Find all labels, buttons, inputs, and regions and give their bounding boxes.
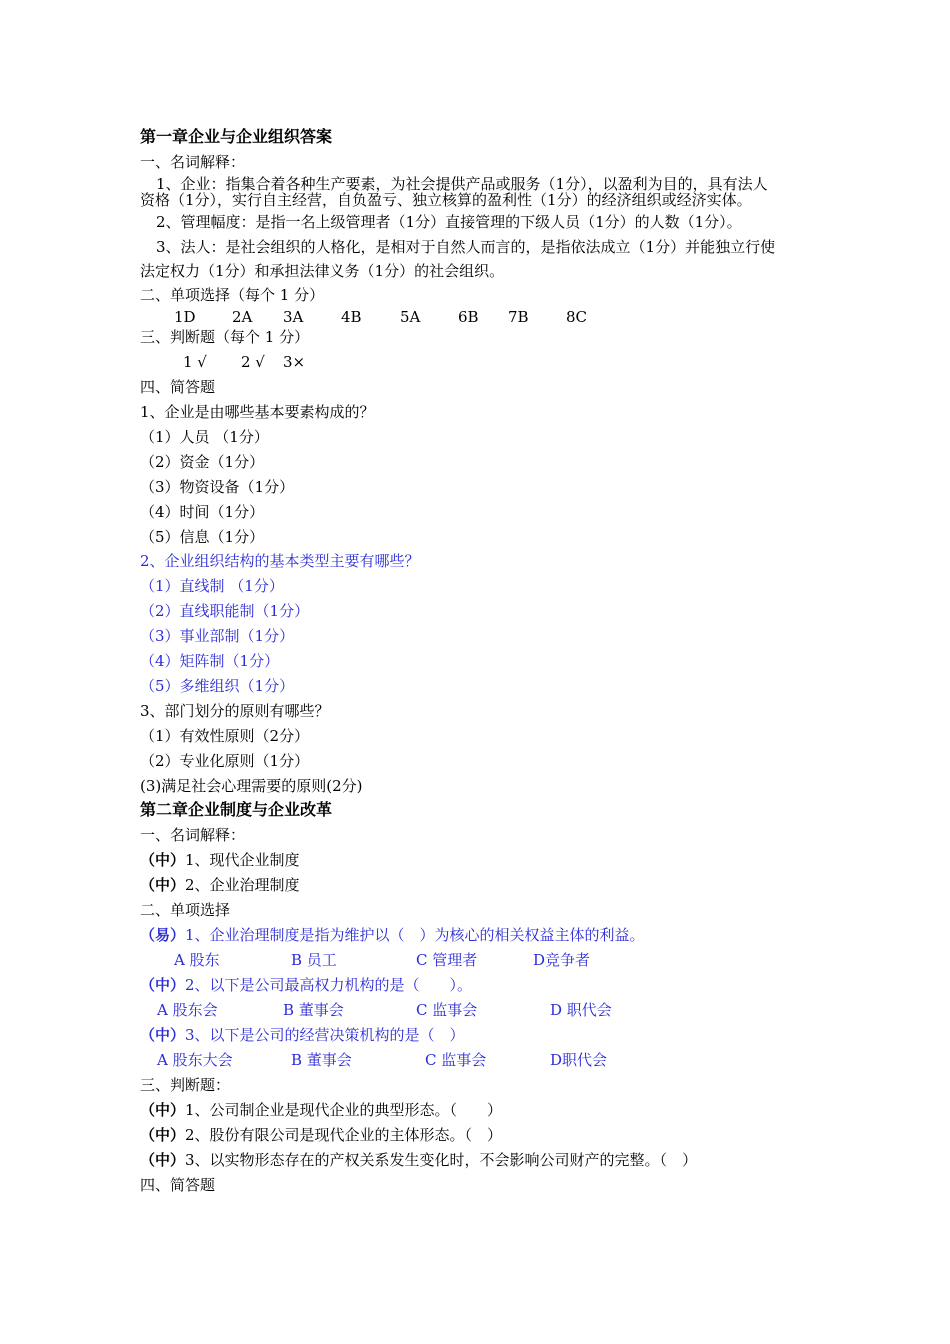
ch2-section3-heading: 三、判断题： — [140, 1076, 231, 1094]
difficulty-tag: （中） — [140, 876, 186, 894]
option: A 股东 — [174, 951, 220, 969]
ch2-mc-question — [140, 925, 645, 945]
mc-answer: 2A — [232, 308, 253, 326]
difficulty-tag: （中） — [140, 851, 186, 869]
ch1-section2-heading: 二、单项选择（每个 1 分） — [140, 286, 325, 304]
difficulty-tag: （易） — [140, 926, 186, 944]
option: A 股东大会 — [157, 1051, 233, 1069]
ch2-section4-heading: 四、简答题 — [140, 1176, 216, 1194]
ch2-section1-heading: 一、名词解释： — [140, 826, 246, 844]
ch2-tf-question — [140, 1100, 502, 1120]
ch1-term3-line1: 3、法人：是社会组织的人格化，是相对于自然人而言的，是指依法成立（1分）并能独立行使 — [156, 238, 776, 256]
option: D竞争者 — [533, 951, 591, 969]
option: C 监事会 — [416, 1001, 478, 1019]
q2-item: （2）直线职能制（1分） — [140, 602, 310, 620]
ch2-section2-heading: 二、单项选择 — [140, 901, 231, 919]
q1-item: （5）信息（1分） — [140, 528, 265, 546]
ch1-term1-line1: 1、企业：指集合着各种生产要素，为社会提供产品或服务（1分），以盈利为目的，具有法人 — [156, 175, 768, 193]
ch1-section1-heading: 一、名词解释： — [140, 153, 246, 171]
option: B 董事会 — [283, 1001, 344, 1019]
q2-item: （4）矩阵制（1分） — [140, 652, 280, 670]
q2-item: （5）多维组织（1分） — [140, 677, 295, 695]
ch2-term — [140, 875, 300, 895]
option: D 职代会 — [550, 1001, 612, 1019]
q2-item: （1）直线制 （1分） — [140, 577, 284, 595]
ch1-term1-line2: 资格（1分），实行自主经营，自负盈亏、独立核算的盈利性（1分）的经济组织或经济实体。 — [140, 191, 752, 209]
q3-item: (3)满足社会心理需要的原则(2分) — [140, 777, 363, 795]
tf-answer: 1 √ — [183, 353, 207, 371]
question-text: 1、公司制企业是现代企业的典型形态。（ ） — [185, 1101, 503, 1119]
difficulty-tag: （中） — [140, 976, 186, 994]
option: D职代会 — [550, 1051, 608, 1069]
difficulty-tag: （中） — [140, 1026, 186, 1044]
ch1-q2: 2、企业组织结构的基本类型主要有哪些？ — [140, 552, 420, 570]
q1-item: （1）人员 （1分） — [140, 428, 269, 446]
mc-answer: 4B — [341, 308, 362, 326]
difficulty-tag: （中） — [140, 1101, 186, 1119]
ch2-term — [140, 850, 300, 870]
q1-item: （4）时间（1分） — [140, 503, 265, 521]
ch1-term3-line2: 法定权力（1分）和承担法律义务（1分）的社会组织。 — [140, 262, 505, 280]
question-text: 1、企业治理制度是指为维护以（ ）为核心的相关权益主体的利益。 — [185, 926, 645, 944]
ch2-mc-question — [140, 1025, 465, 1045]
mc-answer: 7B — [508, 308, 529, 326]
ch1-section4-heading: 四、简答题 — [140, 378, 216, 396]
option: A 股东会 — [157, 1001, 218, 1019]
mc-answer: 3A — [283, 308, 304, 326]
q3-item: （1）有效性原则（2分） — [140, 727, 310, 745]
ch1-q3: 3、部门划分的原则有哪些？ — [140, 702, 330, 720]
q2-item: （3）事业部制（1分） — [140, 627, 295, 645]
term-text: 1、现代企业制度 — [185, 851, 300, 869]
term-text: 2、企业治理制度 — [185, 876, 300, 894]
q1-item: （2）资金（1分） — [140, 453, 265, 471]
option: C 管理者 — [416, 951, 478, 969]
q1-item: （3）物资设备（1分） — [140, 478, 295, 496]
ch2-mc-question — [140, 975, 472, 995]
tf-answer: 2 √ — [241, 353, 265, 371]
ch1-section3-heading: 三、判断题（每个 1 分） — [140, 328, 310, 346]
chapter2-title: 第二章企业制度与企业改革 — [140, 800, 333, 819]
question-text: 2、股份有限公司是现代企业的主体形态。（ ） — [185, 1126, 503, 1144]
chapter1-title: 第一章企业与企业组织答案 — [140, 127, 333, 146]
mc-answer: 6B — [458, 308, 479, 326]
ch2-tf-question — [140, 1150, 697, 1170]
option: B 董事会 — [291, 1051, 352, 1069]
question-text: 2、以下是公司最高权力机构的是（ ）。 — [185, 976, 473, 994]
mc-answer: 5A — [400, 308, 421, 326]
option: C 监事会 — [425, 1051, 487, 1069]
difficulty-tag: （中） — [140, 1151, 186, 1169]
question-text: 3、以实物形态存在的产权关系发生变化时，不会影响公司财产的完整。（ ） — [185, 1151, 698, 1169]
ch1-term2: 2、管理幅度：是指一名上级管理者（1分）直接管理的下级人员（1分）的人数（1分）。 — [156, 213, 742, 231]
mc-answer: 8C — [566, 308, 588, 326]
tf-answer: 3× — [283, 353, 306, 371]
question-text: 3、以下是公司的经营决策机构的是（ ） — [185, 1026, 465, 1044]
option: B 员工 — [291, 951, 337, 969]
ch1-q1: 1、企业是由哪些基本要素构成的？ — [140, 403, 375, 421]
mc-answer: 1D — [174, 308, 196, 326]
ch2-tf-question — [140, 1125, 502, 1145]
difficulty-tag: （中） — [140, 1126, 186, 1144]
q3-item: （2）专业化原则（1分） — [140, 752, 310, 770]
